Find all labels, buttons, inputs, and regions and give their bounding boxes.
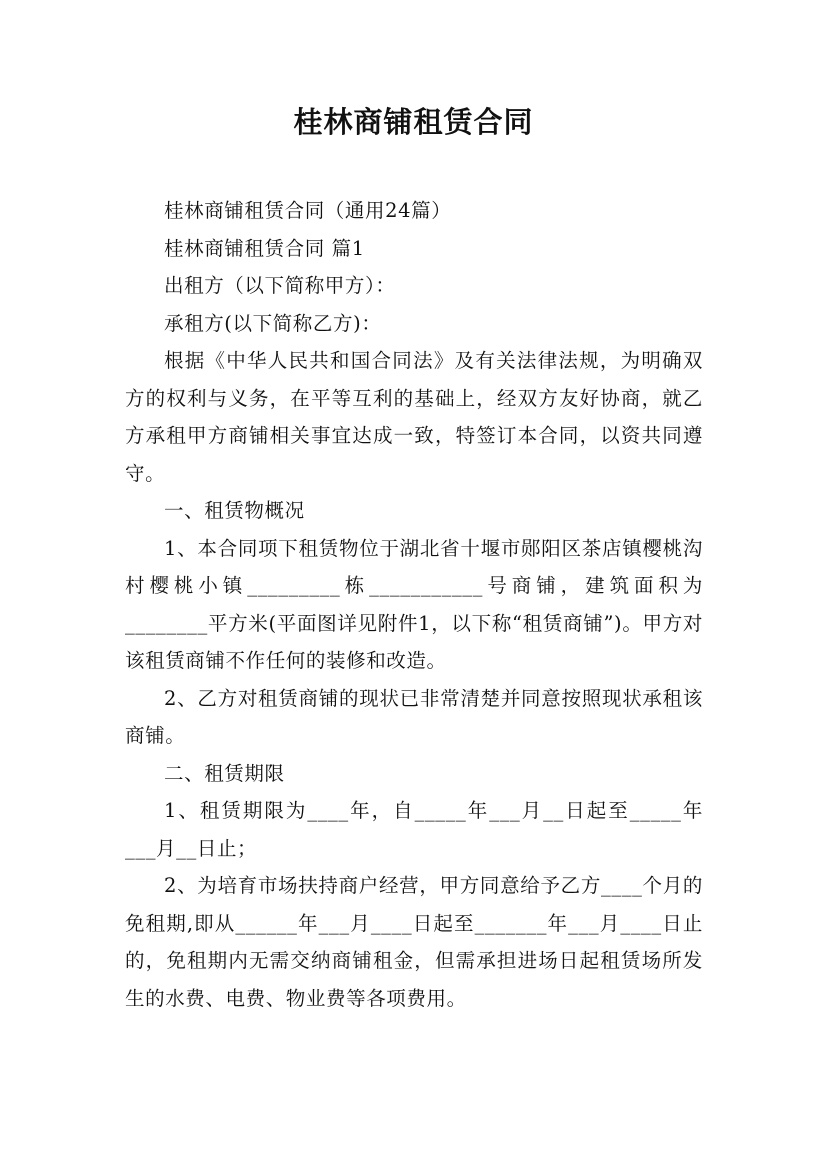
- paragraph-lessee: 承租方(以下简称乙方)：: [164, 311, 382, 335]
- paragraph-subtitle: 桂林商铺租赁合同（通用24篇）: [164, 199, 452, 222]
- paragraph-lessor: 出租方（以下简称甲方）：: [164, 274, 396, 297]
- paragraph-clause-2-2: 2、为培育市场扶持商户经营，甲方同意给予乙方____个月的免租期,即从______年___月____日起至_______年___月____日止的，免租期内无需交纳商铺租金，但需承担进场日起租赁场所发生的水费、电费、物业费等各项费用。: [125, 874, 703, 1010]
- paragraph-clause-1-2: 2、乙方对租赁商铺的现状已非常清楚并同意按照现状承租该商铺。: [125, 686, 703, 747]
- paragraph-preamble: 根据《中华人民共和国合同法》及有关法律法规，为明确双方的权利与义务，在平等互利的基础上，经双方友好协商，就乙方承租甲方商铺相关事宜达成一致，特签订本合同，以资共同遵守。: [125, 349, 703, 485]
- paragraph-clause-2-1: 1、租赁期限为____年，自_____年___月__日起至_____年___月__日止；: [125, 799, 703, 860]
- document-title: 桂林商铺租赁合同: [293, 105, 534, 139]
- paragraph-clause-heading-1: 一、租赁物概况: [164, 499, 305, 522]
- paragraph-section-heading: 桂林商铺租赁合同 篇1: [164, 236, 365, 260]
- paragraph-clause-1-1: 1、本合同项下租赁物位于湖北省十堰市郧阳区茶店镇樱桃沟村樱桃小镇_________栋___________号商铺，建筑面积为________平方米(平面图详见附件1，以下称“租赁商铺”)。甲方对该租赁商铺不作任何的装修和改造。: [125, 536, 703, 672]
- document-body: [125, 192, 703, 1017]
- paragraph-clause-heading-2: 二、租赁期限: [164, 761, 285, 785]
